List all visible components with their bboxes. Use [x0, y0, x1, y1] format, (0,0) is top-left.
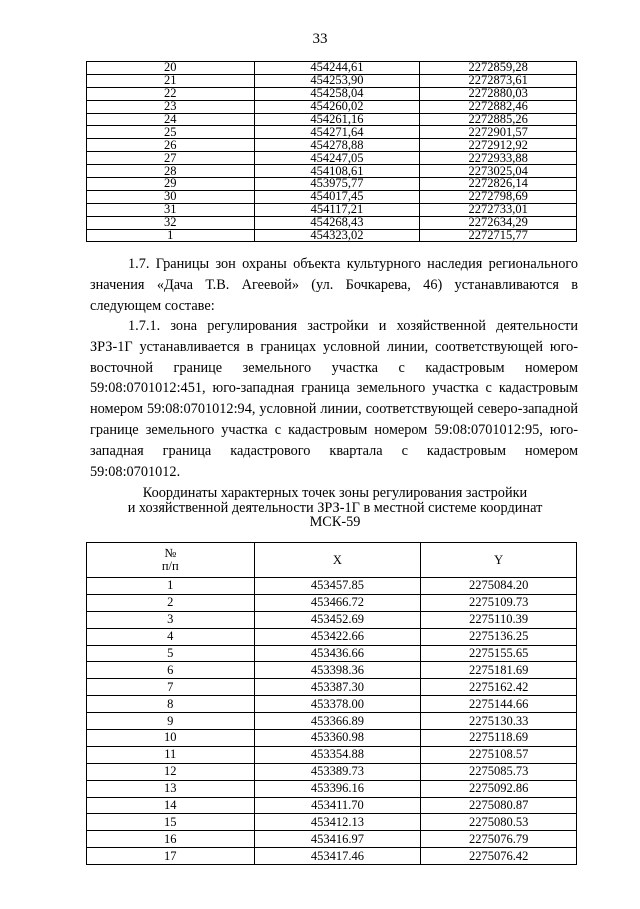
coord-y: 2275085.73: [421, 763, 577, 780]
point-number: 17: [87, 848, 255, 865]
table-row: [87, 797, 577, 814]
point-number: 30: [87, 190, 255, 203]
coord-x: 453975,77: [254, 178, 420, 191]
coord-y: 2272826,14: [420, 178, 577, 191]
coord-x: 454323,02: [254, 229, 420, 242]
coordinates-table-continued: [86, 61, 577, 242]
point-number: 14: [87, 797, 255, 814]
table-row: [87, 746, 577, 763]
paragraph-1-7-1-text: 1.7.1. зона регулирования застройки и хозяйственной деятельности ЗРЗ-1Г устанавливается в границах условной линии, соответствующей юго-восточной границе земельного участка с кадастровым номером 59:08:0701012:451, юго-западная граница земельного участка с кадастровым номером 59:08:0701012:94, условной линии, соответствующей северо-западной границе земельного участка с кадастровым номером 59:08:0701012:95, юго-западная граница кадастрового квартала с кадастровым номером 59:08:0701012.: [90, 318, 578, 480]
coord-x: 454244,61: [254, 62, 420, 75]
page-number: 33: [312, 31, 328, 47]
coord-x: 454271,64: [254, 126, 420, 139]
coord-x: 453398.36: [254, 662, 421, 679]
table1-body: [87, 62, 577, 242]
header-number: [87, 543, 255, 578]
coordinates-table-zrz-1g: [86, 542, 577, 865]
point-number: 2: [87, 594, 255, 611]
coord-y: 2275181.69: [421, 662, 577, 679]
point-number: 1: [87, 229, 255, 242]
table-row: [87, 831, 577, 848]
table-row: [87, 696, 577, 713]
coord-x: 453396.16: [254, 780, 421, 797]
point-number: 28: [87, 165, 255, 178]
coord-x: 453354.88: [254, 746, 421, 763]
coord-y: 2275084.20: [421, 578, 577, 595]
coord-y: 2272715,77: [420, 229, 577, 242]
coord-x: 453389.73: [254, 763, 421, 780]
table-caption: [70, 486, 600, 530]
point-number: 32: [87, 216, 255, 229]
coord-x: 454017,45: [254, 190, 420, 203]
point-number: 12: [87, 763, 255, 780]
point-number: 20: [87, 62, 255, 75]
paragraph-1-7-1: [90, 316, 578, 482]
point-number: 22: [87, 87, 255, 100]
point-number: 21: [87, 74, 255, 87]
coord-y: 2275110.39: [421, 611, 577, 628]
coord-y: 2272859,28: [420, 62, 577, 75]
caption-line-2: и хозяйственной деятельности ЗРЗ-1Г в местной системе координат: [127, 499, 543, 516]
header-number-sign: №: [164, 546, 177, 560]
coord-y: 2275136.25: [421, 628, 577, 645]
point-number: 13: [87, 780, 255, 797]
coord-y: 2273025,04: [420, 165, 577, 178]
coord-x: 454278,88: [254, 139, 420, 152]
coord-x: 453457.85: [254, 578, 421, 595]
table-row: [87, 848, 577, 865]
coord-x: 454247,05: [254, 152, 420, 165]
coord-x: 454117,21: [254, 203, 420, 216]
point-number: 29: [87, 178, 255, 191]
coord-x: 453366.89: [254, 713, 421, 730]
table-row: [87, 126, 577, 139]
caption-line-3: МСК-59: [309, 514, 361, 530]
coord-x: 454261,16: [254, 113, 420, 126]
coord-y: 2272798,69: [420, 190, 577, 203]
point-number: 23: [87, 100, 255, 113]
coord-x: 454260,02: [254, 100, 420, 113]
coord-x: 453378.00: [254, 696, 421, 713]
coord-x: 453360.98: [254, 730, 421, 747]
coord-y: 2275118.69: [421, 730, 577, 747]
coord-y: 2275080.87: [421, 797, 577, 814]
point-number: 5: [87, 645, 255, 662]
table-row: [87, 662, 577, 679]
table-row: [87, 152, 577, 165]
point-number: 6: [87, 662, 255, 679]
header-y: Y: [421, 543, 577, 578]
coord-y: 2272912,92: [420, 139, 577, 152]
coord-y: 2275144.66: [421, 696, 577, 713]
coord-y: 2275155.65: [421, 645, 577, 662]
table-row: [87, 713, 577, 730]
coord-x: 453436.66: [254, 645, 421, 662]
point-number: 27: [87, 152, 255, 165]
table-row: [87, 645, 577, 662]
coord-y: 2272901,57: [420, 126, 577, 139]
coord-x: 453466.72: [254, 594, 421, 611]
coord-y: 2275109.73: [421, 594, 577, 611]
coord-x: 453417.46: [254, 848, 421, 865]
coord-y: 2275108.57: [421, 746, 577, 763]
paragraph-1-7-text: 1.7. Границы зон охраны объекта культурного наследия регионального значения «Дача Т.В. Агеевой» (ул. Бочкарева, 46) устанавливаются в следующем составе:: [90, 256, 578, 314]
coord-y: 2272634,29: [420, 216, 577, 229]
table-row: [87, 594, 577, 611]
coord-x: 453411.70: [254, 797, 421, 814]
coord-y: 2272882,46: [420, 100, 577, 113]
point-number: 24: [87, 113, 255, 126]
table2-header-row: [87, 543, 577, 578]
point-number: 16: [87, 831, 255, 848]
point-number: 8: [87, 696, 255, 713]
point-number: 31: [87, 203, 255, 216]
coord-x: 454253,90: [254, 74, 420, 87]
point-number: 4: [87, 628, 255, 645]
table-row: [87, 628, 577, 645]
table-row: [87, 611, 577, 628]
coord-y: 2272933,88: [420, 152, 577, 165]
point-number: 10: [87, 730, 255, 747]
table-row: [87, 730, 577, 747]
coord-y: 2275076.42: [421, 848, 577, 865]
header-number-pp: п/п: [161, 559, 179, 573]
coord-x: 453416.97: [254, 831, 421, 848]
table-row: [87, 780, 577, 797]
paragraph-1-7: [90, 254, 578, 316]
coord-y: 2275080.53: [421, 814, 577, 831]
coord-x: 453452.69: [254, 611, 421, 628]
coord-y: 2272880,03: [420, 87, 577, 100]
point-number: 15: [87, 814, 255, 831]
point-number: 26: [87, 139, 255, 152]
table-row: [87, 814, 577, 831]
coord-x: 454258,04: [254, 87, 420, 100]
caption-line-1: Координаты характерных точек зоны регулирования застройки: [142, 485, 528, 501]
table2-body: [87, 578, 577, 865]
point-number: 1: [87, 578, 255, 595]
coord-y: 2275130.33: [421, 713, 577, 730]
point-number: 25: [87, 126, 255, 139]
coord-y: 2275076.79: [421, 831, 577, 848]
point-number: 9: [87, 713, 255, 730]
table-row: [87, 763, 577, 780]
coord-x: 453412.13: [254, 814, 421, 831]
coord-x: 453387.30: [254, 679, 421, 696]
table-row: [87, 679, 577, 696]
coord-x: 454268,43: [254, 216, 420, 229]
coord-y: 2275162.42: [421, 679, 577, 696]
table-row: [87, 229, 577, 242]
coord-y: 2275092.86: [421, 780, 577, 797]
coord-x: 453422.66: [254, 628, 421, 645]
header-x: X: [254, 543, 421, 578]
coord-y: 2272885,26: [420, 113, 577, 126]
coord-x: 454108,61: [254, 165, 420, 178]
point-number: 11: [87, 746, 255, 763]
coord-y: 2272873,61: [420, 74, 577, 87]
point-number: 3: [87, 611, 255, 628]
table-row: [87, 578, 577, 595]
table-row: [87, 139, 577, 152]
point-number: 7: [87, 679, 255, 696]
coord-y: 2272733,01: [420, 203, 577, 216]
